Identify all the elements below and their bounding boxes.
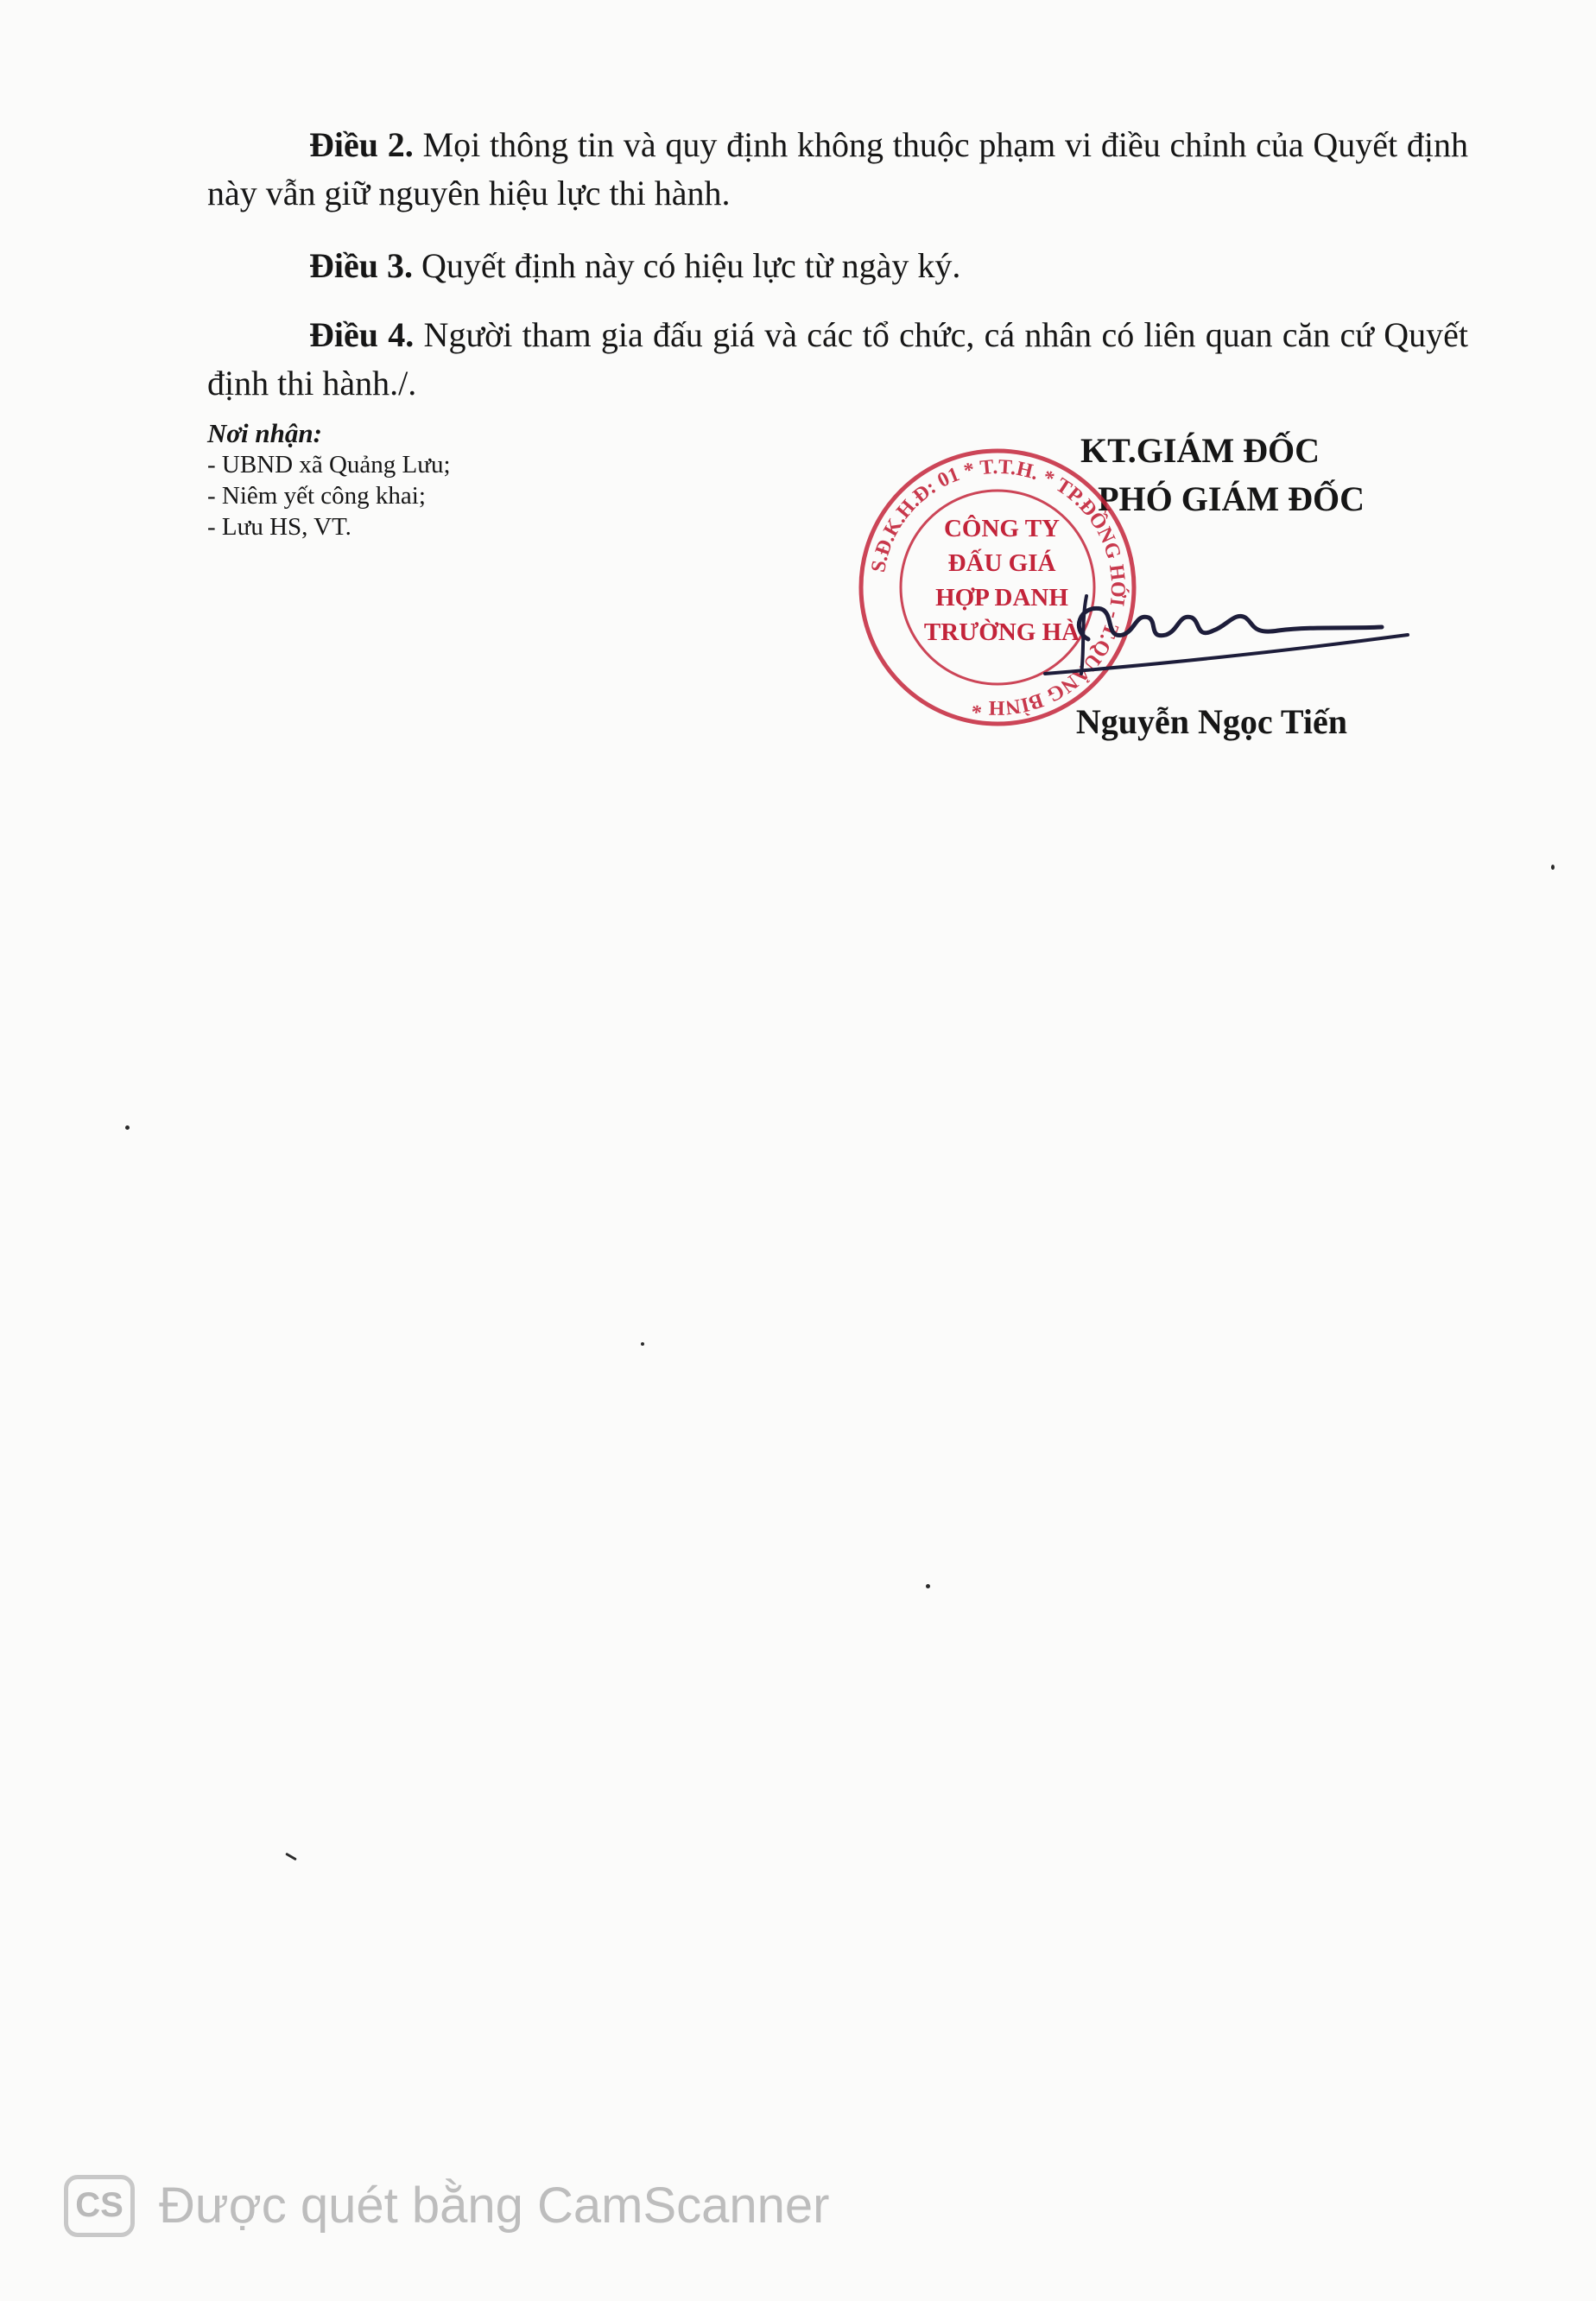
seal-line: HỢP DANH bbox=[935, 584, 1068, 612]
scan-speck bbox=[926, 1584, 930, 1588]
recipients-block bbox=[207, 418, 725, 542]
article-2 bbox=[207, 121, 1468, 218]
article-4 bbox=[207, 311, 1468, 408]
article-2-label: Điều 2. bbox=[309, 125, 414, 164]
camscanner-logo: CS bbox=[64, 2175, 135, 2237]
recipients-title: Nơi nhận: bbox=[207, 418, 322, 448]
scan-speck bbox=[285, 1853, 297, 1861]
recipient-item: - Niêm yết công khai; bbox=[207, 482, 426, 510]
seal-line: CÔNG TY bbox=[943, 515, 1060, 542]
camscanner-watermark bbox=[64, 2171, 1014, 2241]
seal-ring-text: S.Đ.K.H.Đ: 01 * T.T.H. * TP.ĐỒNG HỚI - T.QUẢNG BÌNH * bbox=[867, 455, 1130, 719]
article-4-label: Điều 4. bbox=[309, 315, 415, 354]
recipient-item: - Lưu HS, VT. bbox=[207, 513, 352, 541]
camscanner-caption: Được quét bằng CamScanner bbox=[159, 2177, 830, 2234]
handwritten-signature bbox=[1019, 544, 1416, 691]
recipient-item: - UBND xã Quảng Lưu; bbox=[207, 451, 451, 479]
signature-title-line-1: KT.GIÁM ĐỐC bbox=[1080, 431, 1320, 470]
scan-speck bbox=[1551, 865, 1555, 870]
signature-title-line-2: PHÓ GIÁM ĐỐC bbox=[1098, 479, 1365, 518]
seal-line: TRƯỜNG HÀ bbox=[923, 618, 1080, 646]
signer-name: Nguyễn Ngọc Tiến bbox=[1075, 702, 1347, 741]
seal-line: ĐẤU GIÁ bbox=[947, 549, 1056, 577]
article-2-text: Mọi thông tin và quy định không thuộc phạm vi điều chỉnh của Quyết định này vẫn giữ nguyên hiệu lực thi hành. bbox=[207, 125, 1469, 212]
article-3-text: Quyết định này có hiệu lực từ ngày ký. bbox=[413, 246, 961, 285]
article-3 bbox=[207, 242, 1468, 290]
article-3-label: Điều 3. bbox=[309, 246, 413, 285]
scan-speck bbox=[641, 1342, 644, 1346]
article-4-text: Người tham gia đấu giá và các tổ chức, cá nhân có liên quan căn cứ Quyết định thi hành./. bbox=[207, 315, 1469, 403]
scan-speck bbox=[125, 1125, 130, 1130]
